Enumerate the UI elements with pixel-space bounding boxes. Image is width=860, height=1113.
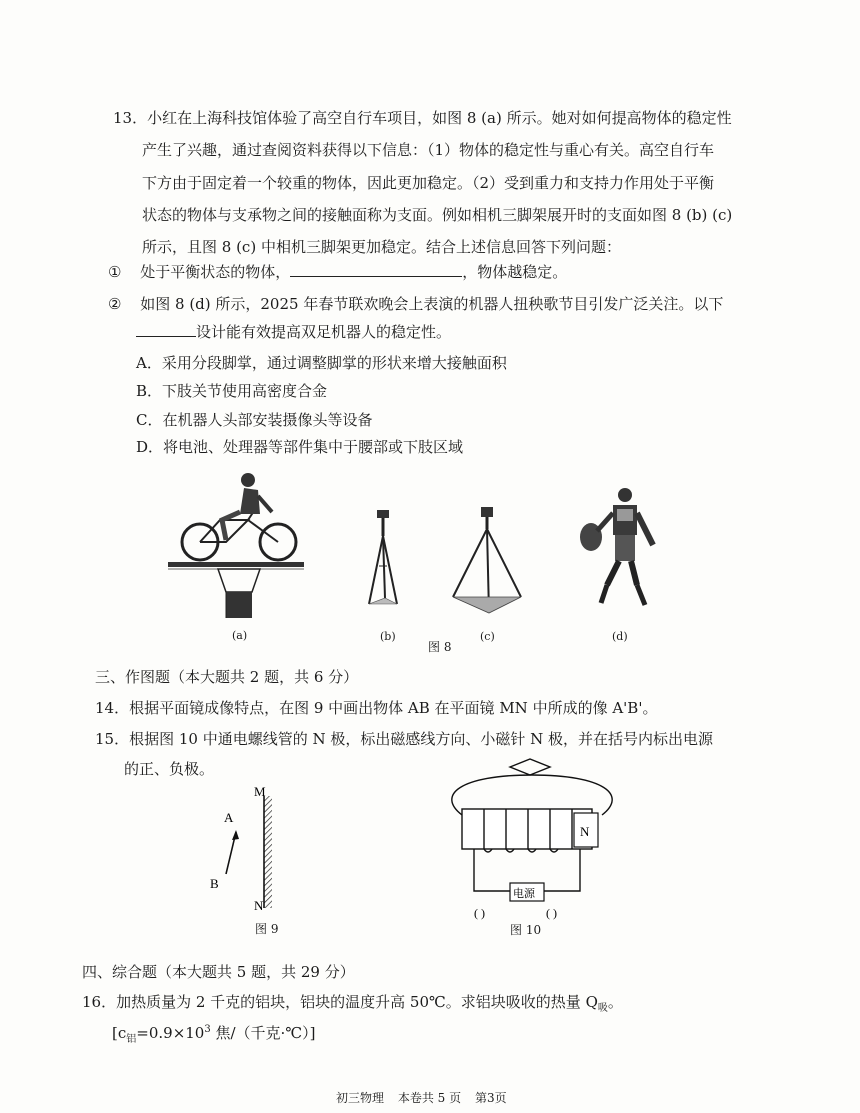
q13-line-5: 所示，且图 8 (c) 中相机三脚架更加稳定。结合上述信息回答下列问题： xyxy=(142,238,621,256)
sub1-text-b: ，物体越稳定。 xyxy=(462,263,568,281)
figure-8d-robot xyxy=(575,485,665,615)
figure-8a-caption: (a) xyxy=(232,629,248,642)
right-polarity-bracket[interactable]: ( ) xyxy=(546,906,557,920)
figure-8c-tripod xyxy=(445,503,530,623)
object-label-a: A xyxy=(224,810,234,825)
sub2-number: ② xyxy=(108,295,122,313)
q13-sub2-line-2 xyxy=(136,322,451,342)
c-superscript: 3 xyxy=(204,1024,211,1035)
figure-8d-caption: (d) xyxy=(612,630,628,643)
q14-text: 14．根据平面镜成像特点，在图 9 中画出物体 AB 在平面镜 MN 中所成的像 A'B'。 xyxy=(95,699,658,717)
solenoid-n-pole: N xyxy=(580,824,590,839)
q15-line-1: 15．根据图 10 中通电螺线管的 N 极，标出磁感线方向、小磁针 N 极，并在括号内标出电源 xyxy=(95,730,714,748)
q13-line-1: 13．小红在上海科技馆体验了高空自行车项目，如图 8 (a) 所示。她对如何提高物体的稳定性 xyxy=(113,109,732,127)
option-c: C．在机器人头部安装摄像头等设备 xyxy=(136,411,373,429)
figure-8-title: 图 8 xyxy=(428,640,452,654)
footer xyxy=(336,1090,507,1106)
power-source-label: 电源 xyxy=(513,888,535,900)
sub2-text-2: 设计能有效提高双足机器人的稳定性。 xyxy=(196,323,452,341)
figure-9-title: 图 9 xyxy=(255,922,279,936)
q16-constant xyxy=(112,1020,315,1050)
option-b: B．下肢关节使用高密度合金 xyxy=(136,382,328,400)
figure-8b-tripod xyxy=(355,506,415,616)
object-label-b: B xyxy=(210,876,219,891)
figure-8a-bicycle xyxy=(160,462,310,632)
footer-current-page: 第3页 xyxy=(474,1091,507,1105)
q16-text: 16．加热质量为 2 千克的铝块，铝块的温度升高 50℃。求铝块吸收的热量 Q xyxy=(82,993,598,1011)
sub1-answer-blank[interactable] xyxy=(290,262,462,277)
q16-line-1 xyxy=(82,992,623,1019)
figure-8c-caption: (c) xyxy=(480,630,495,643)
c-unit: 焦/（千克·℃）] xyxy=(210,1024,316,1042)
sub1-text-a: 处于平衡状态的物体， xyxy=(140,263,291,281)
mirror-label-m: M xyxy=(254,784,266,799)
c-subscript: 铝 xyxy=(126,1034,137,1045)
sub2-text-1: 如图 8 (d) 所示，2025 年春节联欢晚会上表演的机器人扭秧歌节目引发广泛关注。以下 xyxy=(140,295,724,313)
q13-line-2: 产生了兴趣，通过查阅资料获得以下信息：（1）物体的稳定性与重心有关。高空自行车 xyxy=(142,141,715,159)
left-polarity-bracket[interactable]: ( ) xyxy=(474,906,485,920)
sub2-answer-blank[interactable] xyxy=(136,322,196,337)
option-d: D．将电池、处理器等部件集中于腰部或下肢区域 xyxy=(136,438,464,456)
q13-sub1 xyxy=(108,262,567,282)
q13-sub2-line-1 xyxy=(108,294,723,314)
q16-subscript: 吸 xyxy=(597,1003,608,1014)
option-a: A．采用分段脚掌，通过调整脚掌的形状来增大接触面积 xyxy=(136,354,507,372)
footer-course: 初三物理 xyxy=(336,1091,385,1105)
figure-10-solenoid xyxy=(440,755,625,920)
q16-end: 。 xyxy=(607,993,623,1011)
c-open: [c xyxy=(112,1024,127,1042)
q13-line-3: 下方由于固定着一个较重的物体，因此更加稳定。（2）受到重力和支持力作用处于平衡 xyxy=(142,174,715,192)
footer-page-count: 本卷共 5 页 xyxy=(397,1091,462,1105)
c-equals: =0.9×10 xyxy=(136,1024,205,1042)
section-3-heading: 三、作图题（本大题共 2 题，共 6 分） xyxy=(95,668,359,686)
figure-9-mirror xyxy=(200,780,290,915)
figure-10-title: 图 10 xyxy=(510,923,542,937)
figure-8b-caption: (b) xyxy=(380,630,396,643)
section-4-heading: 四、综合题（本大题共 5 题，共 29 分） xyxy=(82,963,355,981)
sub1-number: ① xyxy=(108,263,122,281)
q15-line-2: 的正、负极。 xyxy=(124,760,215,778)
q13-line-4: 状态的物体与支承物之间的接触面称为支面。例如相机三脚架展开时的支面如图 8 (b) (c) xyxy=(142,206,733,224)
compass-needle xyxy=(510,759,550,775)
mirror-label-n: N xyxy=(254,898,264,913)
